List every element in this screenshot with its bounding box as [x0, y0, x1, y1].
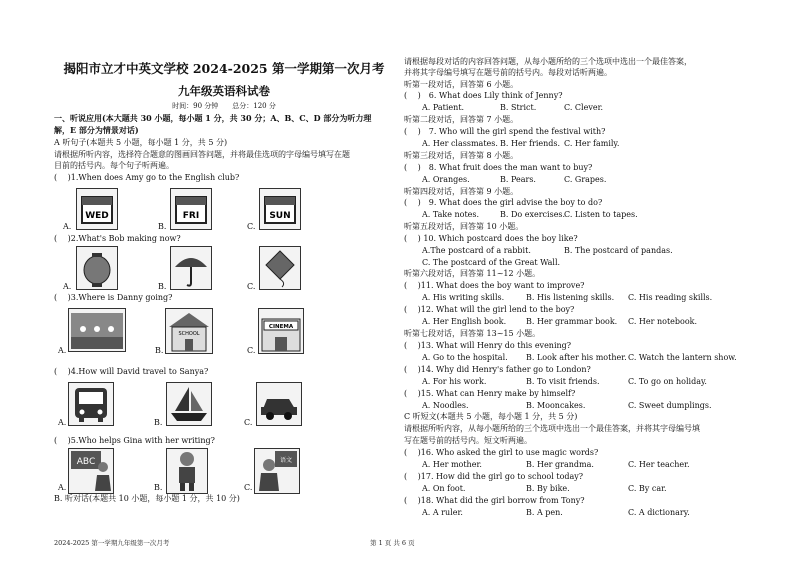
option-letter-a: A.: [63, 222, 72, 231]
question-8: ( ) 8. What fruit does the man want to buy?: [404, 163, 593, 172]
partB-instruction: 请根据每段对话的内容回答问题，从每小题所给的三个选项中选出一个最佳答案，: [404, 57, 692, 66]
question-6: ( ) 6. What does Lily think of Jenny?: [404, 91, 563, 100]
question-17: ( )17. How did the girl go to school today?: [404, 472, 584, 481]
calendar-sun-image: [259, 188, 301, 230]
q16-option-b: B. Her grandma.: [526, 460, 594, 469]
q12-option-b: B. Her grammar book.: [526, 317, 618, 326]
q15-option-a: A. Noodles.: [422, 401, 469, 410]
cinema-image: [258, 308, 304, 354]
question-16: ( )16. Who asked the girl to use magic words?: [404, 448, 599, 457]
footer-exam-name: 2024-2025 第一学期九年级第一次月考: [54, 539, 170, 547]
question-9: ( ) 9. What does the girl advise the boy to do?: [404, 198, 603, 207]
car-image: [256, 382, 302, 426]
q9-option-b: B. Do exercises.: [500, 210, 566, 219]
q11-option-b: B. His listening skills.: [526, 293, 615, 302]
dialogue-5-label: 听第五段对话，回答第 10 小题。: [404, 222, 524, 231]
q14-option-c: C. To go on holiday.: [628, 377, 707, 386]
dialogue-4-label: 听第四段对话，回答第 9 小题。: [404, 187, 519, 196]
dialogue-1-label: 听第一段对话，回答第 6 小题。: [404, 80, 519, 89]
q17-option-b: B. By bike.: [526, 484, 570, 493]
q12-option-c: C. Her notebook.: [628, 317, 698, 326]
chinese-teacher-image: [254, 448, 300, 494]
q8-option-c: C. Grapes.: [564, 175, 607, 184]
q17-option-c: C. By car.: [628, 484, 667, 493]
exam-meta: 时间：90 分钟 总分：120 分: [172, 102, 276, 110]
q12-option-a: A. Her English book.: [422, 317, 507, 326]
partB-instruction-cont: 并将其字母编号填写在题号前的括号内。每段对话听两遍。: [404, 68, 612, 77]
q10-option-b: B. The postcard of pandas.: [564, 246, 673, 255]
question-14: ( )14. Why did Henry's father go to London?: [404, 365, 591, 374]
question-5: ( )5.Who helps Gina with her writing?: [54, 436, 215, 445]
dialogue-2-label: 听第二段对话，回答第 7 小题。: [404, 115, 519, 124]
kite-image: [259, 246, 301, 290]
q8-option-a: A. Oranges.: [422, 175, 470, 184]
q9-option-a: A. Take notes.: [422, 210, 480, 219]
option-letter-c: C.: [247, 282, 256, 291]
q6-option-b: B. Strict.: [500, 103, 537, 112]
section1-heading: 一、听说应用(本大题共 30 小题，每小题 1 分，共 30 分；A、B、C、D 部分为听力理: [54, 113, 372, 123]
theatre-image: [68, 308, 126, 352]
q10-option-c: C. The postcard of the Great Wall.: [422, 258, 561, 267]
question-13: ( )13. What will Henry do this evening?: [404, 341, 572, 350]
question-10: ( ) 10. Which postcard does the boy like?: [404, 234, 578, 243]
option-letter-b: B.: [155, 346, 164, 355]
english-teacher-image: [68, 448, 114, 494]
option-letter-a: A.: [58, 346, 67, 355]
calendar-fri-image: [170, 188, 212, 230]
q18-option-a: A. A ruler.: [422, 508, 463, 517]
partC-instruction: 请根据所听内容，从每小题所给的三个选项中选出一个最佳答案，并将其字母编号填: [404, 424, 700, 433]
student-image: [166, 448, 208, 494]
lantern-image: [76, 246, 118, 290]
q13-option-a: A. Go to the hospital.: [422, 353, 508, 362]
partA-heading: A 听句子(本题共 5 小题，每小题 1 分，共 5 分): [54, 138, 228, 147]
q15-option-b: B. Mooncakes.: [526, 401, 586, 410]
section1-heading-cont: 解，E 部分为情景对话): [54, 125, 139, 135]
exam-subtitle: 九年级英语科试卷: [178, 84, 270, 98]
partC-heading: C 听短文(本题共 5 小题，每小题 1 分，共 5 分): [404, 412, 578, 421]
q6-option-c: C. Clever.: [564, 103, 604, 112]
calendar-wed-image: [76, 188, 118, 230]
option-letter-a: A.: [63, 282, 72, 291]
board-label: ABC: [76, 457, 96, 467]
school-label: SCHOOL: [178, 331, 200, 337]
q9-option-c: C. Listen to tapes.: [564, 210, 638, 219]
footer-page-number: 第 1 页 共 6 页: [370, 539, 415, 547]
boat-image: [166, 382, 212, 426]
dialogue-6-label: 听第六段对话，回答第 11~12 小题。: [404, 269, 541, 278]
bus-image: [68, 382, 114, 426]
question-11: ( )11. What does the boy want to improve?: [404, 281, 585, 290]
calendar-label: FRI: [182, 211, 200, 221]
option-letter-b: B.: [154, 418, 163, 427]
q17-option-a: A. On foot.: [422, 484, 466, 493]
question-2: ( )2.What's Bob making now?: [54, 234, 181, 243]
q7-option-c: C. Her family.: [564, 139, 620, 148]
q8-option-b: B. Pears.: [500, 175, 536, 184]
calendar-label: WED: [85, 211, 109, 221]
q7-option-b: B. Her friends.: [500, 139, 561, 148]
question-18: ( )18. What did the girl borrow from Tony?: [404, 496, 585, 505]
umbrella-image: [170, 246, 212, 290]
option-letter-b: B.: [158, 222, 167, 231]
option-letter-c: C.: [244, 418, 253, 427]
q16-option-c: C. Her teacher.: [628, 460, 690, 469]
option-letter-a: A.: [58, 483, 67, 492]
question-15: ( )15. What can Henry make by himself?: [404, 389, 576, 398]
q11-option-a: A. His writing skills.: [422, 293, 505, 302]
q13-option-c: C. Watch the lantern show.: [628, 353, 737, 362]
partC-instruction-cont: 写在题号前的括号内。短文听两遍。: [404, 436, 532, 445]
q11-option-c: C. His reading skills.: [628, 293, 713, 302]
exam-title: 揭阳市立才中英文学校 2024-2025 第一学期第一次月考: [63, 61, 385, 76]
dialogue-7-label: 听第七段对话，回答第 13~15 小题。: [404, 329, 541, 338]
q15-option-c: C. Sweet dumplings.: [628, 401, 712, 410]
q18-option-c: C. A dictionary.: [628, 508, 690, 517]
q16-option-a: A. Her mother.: [422, 460, 482, 469]
q14-option-b: B. To visit friends.: [526, 377, 600, 386]
q7-option-a: A. Her classmates.: [422, 139, 498, 148]
partA-instruction-cont: 目前的括号内。每个句子听两遍。: [54, 161, 174, 170]
q6-option-a: A. Patient.: [422, 103, 465, 112]
q10-option-a: A.The postcard of a rabbit.: [422, 246, 531, 255]
option-letter-a: A.: [58, 418, 67, 427]
question-7: ( ) 7. Who will the girl spend the festival with?: [404, 127, 606, 136]
q14-option-a: A. For his work.: [422, 377, 487, 386]
calendar-label: SUN: [269, 211, 291, 221]
option-letter-c: C.: [244, 483, 253, 492]
partA-instruction: 请根据所听内容，选择符合题意的图画回答问题，并将最佳选项的字母编号填写在题: [54, 150, 350, 159]
question-4: ( )4.How will David travel to Sanya?: [54, 367, 209, 376]
option-letter-c: C.: [247, 222, 256, 231]
partB-heading: B. 听对话(本题共 10 小题，每小题 1 分，共 10 分): [54, 494, 240, 503]
question-3: ( )3.Where is Danny going?: [54, 293, 173, 302]
option-letter-b: B.: [154, 483, 163, 492]
cinema-label: CINEMA: [268, 324, 294, 330]
question-1: ( )1.When does Amy go to the English club?: [54, 173, 240, 182]
q13-option-b: B. Look after his mother.: [526, 353, 627, 362]
option-letter-c: C.: [247, 346, 256, 355]
option-letter-b: B.: [158, 282, 167, 291]
board-label: 语文: [279, 457, 293, 464]
school-image: [165, 308, 213, 354]
q18-option-b: B. A pen.: [526, 508, 563, 517]
dialogue-3-label: 听第三段对话，回答第 8 小题。: [404, 151, 519, 160]
question-12: ( )12. What will the girl lend to the boy?: [404, 305, 575, 314]
